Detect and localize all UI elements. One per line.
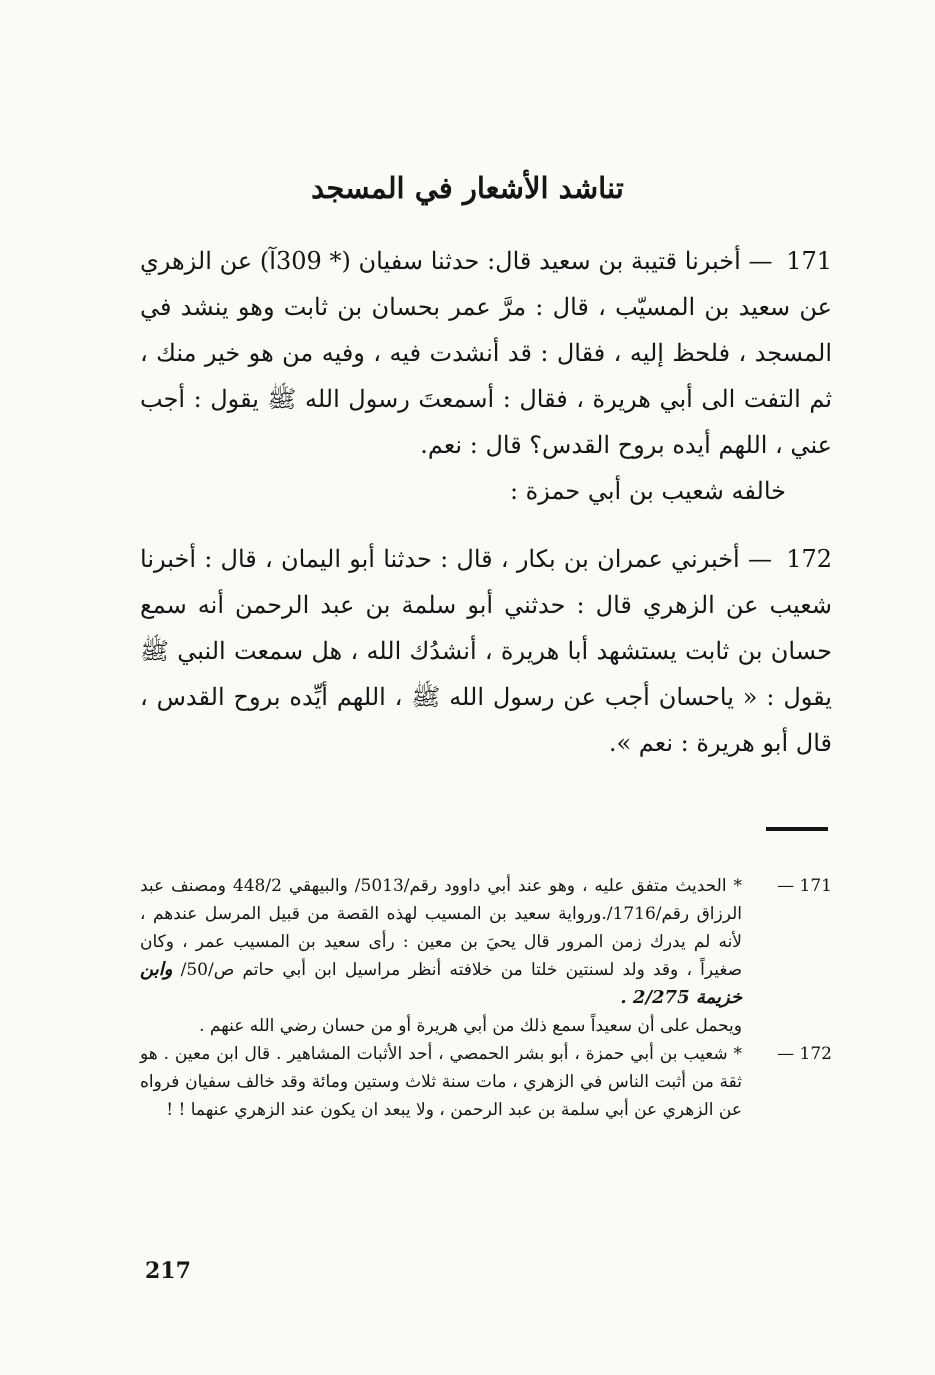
footnote-172 [140, 1040, 832, 1124]
footnote-body [140, 1040, 742, 1124]
hadith-171-follow: خالفه شعيب بن أبي حمزة : [509, 477, 786, 505]
chapter-heading: تناشد الأشعار في المسجد [311, 171, 624, 205]
page-number: 217 [145, 1258, 191, 1284]
footnote-body [140, 872, 742, 1040]
hadith-171 [140, 238, 832, 468]
footnote-number: 172 — [777, 1044, 832, 1064]
hadith-number: 172 [786, 545, 832, 573]
footnote-text: * شعيب بن أبي حمزة ، أبو بشر الحمصي ، أحد الأثبات المشاهير . قال ابن معين . هو ثقة من أثبت الناس في الزهري ، مات سنة ثلاث وستين ومائة وقد خالف سفيان فرواه عن الزهري عن أبي سلمة بن عبد الرحمن ، ولا يبعد ان يكون عند الزهري عنهما ! ! [140, 1044, 742, 1120]
footnote-number: 171 — [777, 876, 832, 896]
handwritten-annotation: وابن خزيمة 2/275 . [140, 959, 742, 1008]
footnote-171 [140, 872, 832, 1040]
footnote-text-continued: ويحمل على أن سعيداً سمع ذلك من أبي هريرة أو من حسان رضي الله عنهم . [199, 1016, 742, 1036]
hadith-172 [140, 536, 832, 766]
hadith-text: — أخبرنا قتيبة بن سعيد قال: حدثنا سفيان (* 309آ) عن الزهري عن سعيد بن المسيّب ، قال : مرَّ عمر بحسان بن ثابت وهو ينشد في المسجد ، فلحظ إليه ، فقال : قد أنشدت فيه ، وفيه من هو خير منك ، ثم التفت الى أبي هريرة ، فقال : أسمعتَ رسول الله ﷺ يقول : أجب عني ، اللهم أيده بروح القدس؟ قال : نعم. [140, 247, 832, 459]
footnote-separator [766, 827, 828, 831]
main-text [140, 238, 832, 766]
hadith-number: 171 [786, 247, 832, 275]
hadith-text: — أخبرني عمران بن بكار ، قال : حدثنا أبو اليمان ، قال : أخبرنا شعيب عن الزهري قال : حدثني أبو سلمة بن عبد الرحمن أنه سمع حسان بن ثابت يستشهد أبا هريرة ، أنشدُك الله ، هل سمعت النبي ﷺ يقول : « ياحسان أجب عن رسول الله ﷺ ، اللهم أيِّده بروح القدس ، قال أبو هريرة : نعم ». [140, 545, 832, 757]
footnote-text: * الحديث متفق عليه ، وهو عند أبي داوود رقم/5013/ والبيهقي 448/2 ومصنف عبد الرزاق رقم/1716/.ورواية سعيد بن المسيب لهذه القصة من قبيل المرسل عندهم ، لأنه لم يدرك زمن المرور قال يحيَ بن معين : رأى سعيد بن المسيب عمر ، وكان صغيراً ، وقد ولد لسنتين خلتا من خلافته أنظر مراسيل ابن أبي حاتم ص/50/ [140, 876, 743, 980]
footnotes [140, 872, 832, 1124]
